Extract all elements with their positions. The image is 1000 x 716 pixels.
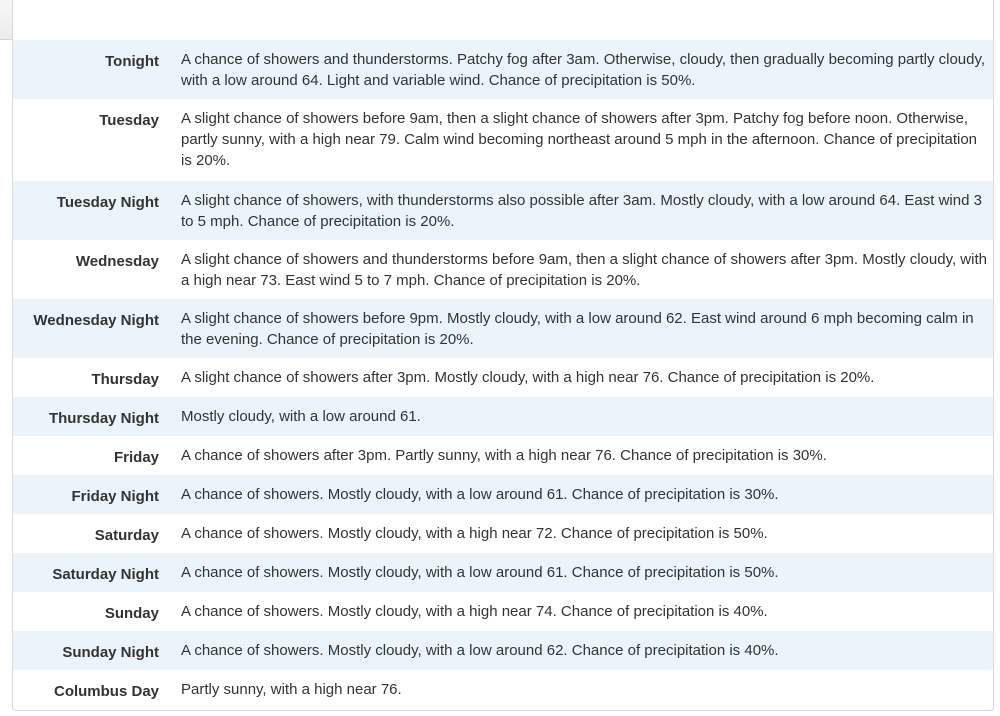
forecast-row bbox=[13, 99, 993, 181]
forecast-period: Thursday bbox=[91, 371, 159, 388]
forecast-row bbox=[13, 299, 993, 358]
forecast-period: Friday Night bbox=[71, 488, 159, 505]
forecast-period: Saturday bbox=[94, 527, 159, 544]
forecast-period: Tuesday bbox=[99, 112, 159, 129]
forecast-list bbox=[13, 40, 993, 709]
forecast-text: A chance of showers. Mostly cloudy, with a high near 74. Chance of precipitation is 40%. bbox=[181, 603, 768, 620]
forecast-period: Sunday bbox=[104, 605, 159, 622]
forecast-row bbox=[13, 631, 993, 670]
forecast-row bbox=[13, 592, 993, 631]
forecast-text: Mostly cloudy, with a low around 61. bbox=[181, 408, 421, 425]
forecast-period: Tuesday Night bbox=[56, 194, 159, 211]
forecast-period: Thursday Night bbox=[48, 410, 159, 427]
forecast-row bbox=[13, 240, 993, 299]
forecast-row bbox=[13, 181, 993, 240]
forecast-period: Wednesday Night bbox=[33, 312, 159, 329]
forecast-period: Sunday Night bbox=[62, 644, 159, 661]
forecast-text: A slight chance of showers after 3pm. Mostly cloudy, with a high near 76. Chance of precipitation is 20%. bbox=[181, 369, 875, 386]
forecast-row bbox=[13, 514, 993, 553]
forecast-row bbox=[13, 670, 993, 709]
forecast-period: Columbus Day bbox=[53, 683, 159, 700]
forecast-row bbox=[13, 358, 993, 397]
forecast-text: A chance of showers and thunderstorms. Patchy fog after 3am. Otherwise, cloudy, then gradually becoming partly cloudy, with a low around 64. Light and variable wind. Chance of precipitation is 50%. bbox=[181, 51, 986, 89]
forecast-row bbox=[13, 397, 993, 436]
detailed-forecast-panel bbox=[12, 0, 994, 711]
forecast-row bbox=[13, 553, 993, 592]
forecast-row bbox=[13, 475, 993, 514]
forecast-text: A chance of showers. Mostly cloudy, with a high near 72. Chance of precipitation is 50%. bbox=[181, 525, 768, 542]
forecast-period: Saturday Night bbox=[52, 566, 159, 583]
forecast-period: Tonight bbox=[105, 53, 159, 70]
forecast-period: Friday bbox=[113, 449, 159, 466]
forecast-text: A chance of showers after 3pm. Partly sunny, with a high near 76. Chance of precipitation is 30%. bbox=[181, 447, 827, 464]
forecast-period: Wednesday bbox=[75, 253, 159, 270]
forecast-text: Partly sunny, with a high near 76. bbox=[181, 681, 402, 698]
forecast-text: A slight chance of showers and thunderstorms before 9am, then a slight chance of showers after 3pm. Mostly cloudy, with a high near 73. East wind 5 to 7 mph. Chance of precipitation is 20%. bbox=[181, 251, 987, 289]
forecast-text: A chance of showers. Mostly cloudy, with a low around 61. Chance of precipitation is 30%. bbox=[181, 486, 779, 503]
forecast-text: A slight chance of showers before 9am, then a slight chance of showers after 3pm. Patchy fog before noon. Otherwise, partly sunny, with a high near 79. Calm wind becoming northeast around 5 mph in the afternoon. Chance of precipitation is 20%. bbox=[181, 110, 978, 169]
forecast-text: A chance of showers. Mostly cloudy, with a low around 61. Chance of precipitation is 50%. bbox=[181, 564, 779, 581]
forecast-text: A slight chance of showers, with thunderstorms also possible after 3am. Mostly cloudy, with a low around 64. East wind 3 to 5 mph. Chance of precipitation is 20%. bbox=[181, 192, 982, 230]
forecast-row bbox=[13, 40, 993, 99]
forecast-text: A chance of showers. Mostly cloudy, with a low around 62. Chance of precipitation is 40%. bbox=[181, 642, 779, 659]
forecast-text: A slight chance of showers before 9pm. Mostly cloudy, with a low around 62. East wind around 6 mph becoming calm in the evening. Chance of precipitation is 20%. bbox=[181, 310, 974, 348]
forecast-row bbox=[13, 436, 993, 475]
